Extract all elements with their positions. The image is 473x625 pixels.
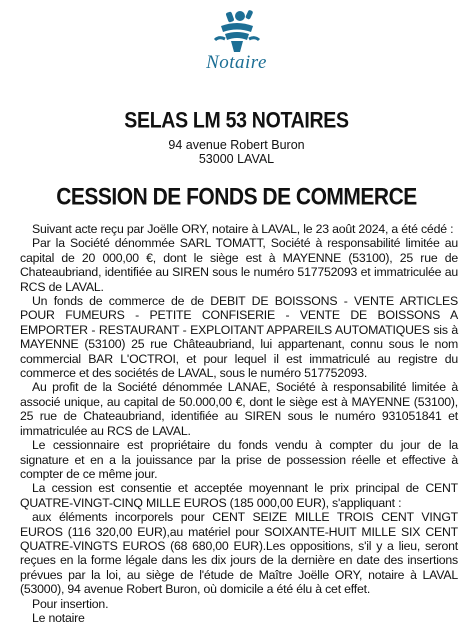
notice-paragraph: Au profit de la Société dénommée LANAE, Société à responsabilité limitée à associé unique, au capital de 50.000,00 €, dont le siège est à MAYENNE (53100), 25 rue de Chateaubriand, identifiée au SIREN sous le numéro 931051841 et immatriculée au RCS de LAVAL. (20, 380, 458, 438)
logo-wordmark: Notaire (206, 52, 267, 73)
notaire-logo (0, 6, 473, 88)
notice-paragraph: aux éléments incorporels pour CENT SEIZE MILLE TROIS CENT VINGT EUROS (116 320,00 EUR),au matériel pour SOIXANTE-HUIT MILLE SIX CENT QUATRE-VINGTS EUROS (68 680,00 EUR).Les oppositions, s'il y a lieu, seront reçues en la forme légale dans les dix jours de la dernière en date des insertions prévues par la loi, au siège de l'étude de Maître Joëlle ORY, notaire à LAVAL (53000), 94 avenue Robert Buron, où domicile a été élu à cet effet. (20, 510, 458, 597)
firm-address-street: 94 avenue Robert Buron (168, 138, 305, 152)
notice-title: CESSION DE FONDS DE COMMERCE (56, 184, 417, 211)
notice-body (20, 222, 458, 625)
notice-paragraph: Un fonds de commerce de de DEBIT DE BOISSONS - VENTE ARTICLES POUR FUMEURS - PETITE CONFISERIE - VENTE DE BOISSONS A EMPORTER - RESTAURANT - EXPLOITANT APPAREILS AUTOMATIQUES sis à MAYENNE (53100) 25 rue Châteaubriand, lui appartenant, connu sous le nom commercial BAR L'OCTROI, et pour lequel il est immatriculé au registre du commerce et des sociétés de LAVAL, sous le numéro 517752093. (20, 294, 458, 381)
notice-signature: Le notaire (32, 610, 85, 625)
notice-paragraph: La cession est consentie et acceptée moyennant le prix principal de CENT QUATRE-VINGT-CINQ MILLE EUROS (185 000,00 EUR), s'appliquant : (20, 481, 458, 510)
firm-address-city: 53000 LAVAL (198, 152, 275, 166)
notice-paragraph: Suivant acte reçu par Joëlle ORY, notaire à LAVAL, le 23 août 2024, a été cédé : (32, 222, 454, 236)
notice-paragraph: Le cessionnaire est propriétaire du fonds vendu à compter du jour de la signature et en a la jouissance par la prise de possession réelle et effective à compter de ce même jour. (20, 438, 458, 481)
notice-paragraph: Pour insertion. (32, 596, 109, 611)
notice-paragraph: Par la Société dénommée SARL TOMATT, Société à responsabilité limitée au capital de 20 000,00 €, dont le siège est à MAYENNE (53100), 25 rue de Chateaubriand, identifiée au SIREN sous le numéro 517752093 et immatriculée au RCS de LAVAL. (20, 236, 458, 294)
notaire-logo-icon (207, 6, 267, 56)
firm-name: SELAS LM 53 NOTAIRES (124, 108, 349, 134)
